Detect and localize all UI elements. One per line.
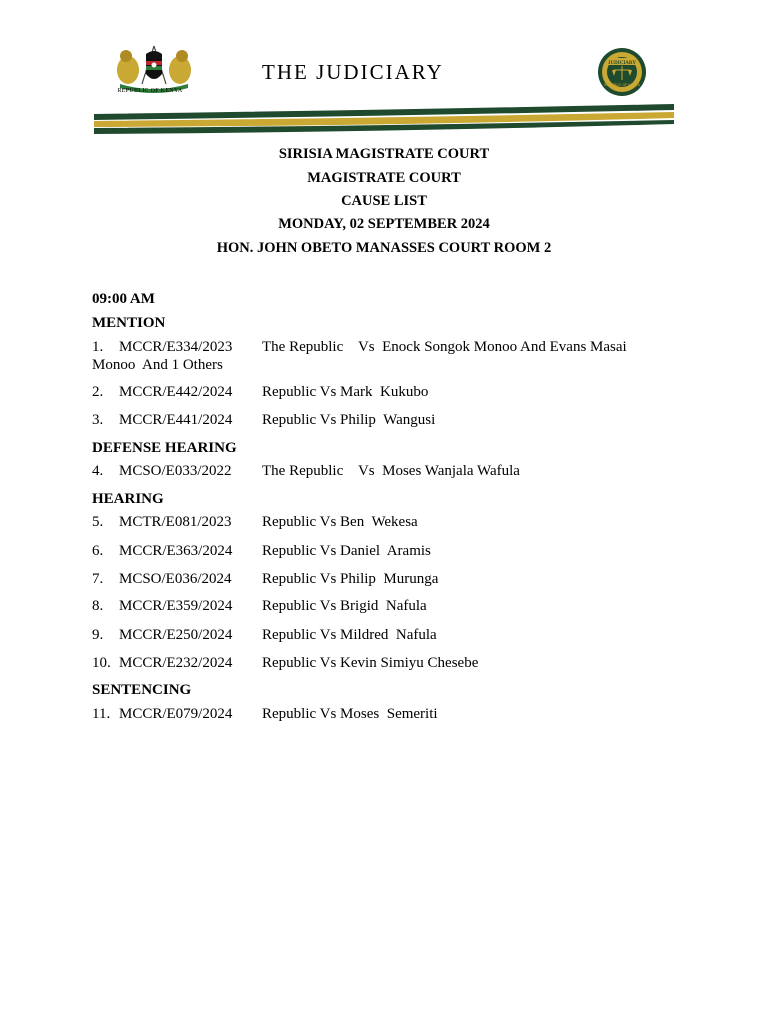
case-parties: Republic Vs Mildred Nafula: [262, 627, 437, 643]
case-reference: MCCR/E079/2024: [119, 706, 233, 722]
svg-text:REPUBLIC OF KENYA: REPUBLIC OF KENYA: [604, 83, 640, 87]
case-reference: MCCR/E442/2024: [119, 384, 233, 400]
case-parties: Republic Vs Moses Semeriti: [262, 706, 438, 722]
court-type: MAGISTRATE COURT: [307, 170, 461, 186]
document-title: CAUSE LIST: [341, 193, 427, 209]
section-defense-hearing: DEFENSE HEARING: [92, 440, 237, 456]
case-number: 6.: [92, 543, 104, 559]
case-parties: Republic Vs Mark Kukubo: [262, 384, 429, 400]
judiciary-seal-logo: [582, 46, 662, 98]
case-parties: Republic Vs Ben Wekesa: [262, 514, 418, 530]
court-name: SIRISIA MAGISTRATE COURT: [278, 146, 490, 162]
list-date: MONDAY, 02 SEPTEMBER 2024: [278, 216, 490, 232]
case-number: 8.: [92, 598, 104, 614]
coat-of-arms-caption: REPUBLIC OF KENYA: [117, 88, 183, 94]
judge-and-room: HON. JOHN OBETO MANASSES COURT ROOM 2: [216, 240, 552, 256]
letterhead: [0, 0, 768, 140]
case-number: 3.: [92, 412, 104, 428]
case-number: 2.: [92, 384, 104, 400]
case-parties: The Republic Vs Enock Songok Monoo And Evans Masai: [262, 339, 627, 355]
case-parties: Republic Vs Philip Murunga: [262, 571, 439, 587]
case-number: 11.: [92, 706, 111, 722]
case-reference: MCCR/E250/2024: [119, 627, 233, 643]
case-reference: MCCR/E359/2024: [119, 598, 233, 614]
case-number: 4.: [92, 463, 104, 479]
case-reference: MCTR/E081/2023: [119, 514, 232, 530]
judiciary-title: THE JUDICIARY: [262, 60, 444, 84]
case-number: 10.: [92, 655, 111, 671]
case-reference: MCCR/E441/2024: [119, 412, 233, 428]
case-number: 9.: [92, 627, 104, 643]
section-sentencing: SENTENCING: [92, 682, 192, 698]
case-reference: MCCR/E232/2024: [119, 655, 233, 671]
case-parties: Republic Vs Kevin Simiyu Chesebe: [262, 655, 479, 671]
case-reference: MCSO/E033/2022: [119, 463, 232, 479]
svg-text:JUDICIARY: JUDICIARY: [608, 61, 636, 66]
case-parties: Republic Vs Philip Wangusi: [262, 412, 436, 428]
case-reference: MCCR/E334/2023: [119, 339, 233, 355]
case-parties: The Republic Vs Moses Wanjala Wafula: [262, 463, 520, 479]
header-stripes: [90, 96, 676, 136]
section-hearing: HEARING: [92, 491, 164, 507]
case-number: 1.: [92, 339, 104, 355]
case-parties-continued: Monoo And 1 Others: [92, 357, 223, 373]
case-number: 5.: [92, 514, 104, 530]
case-reference: MCCR/E363/2024: [119, 543, 233, 559]
section-mention: MENTION: [92, 315, 166, 331]
session-time: 09:00 AM: [92, 291, 155, 307]
case-number: 7.: [92, 571, 104, 587]
case-reference: MCSO/E036/2024: [119, 571, 232, 587]
case-parties: Republic Vs Daniel Aramis: [262, 543, 431, 559]
case-parties: Republic Vs Brigid Nafula: [262, 598, 427, 614]
